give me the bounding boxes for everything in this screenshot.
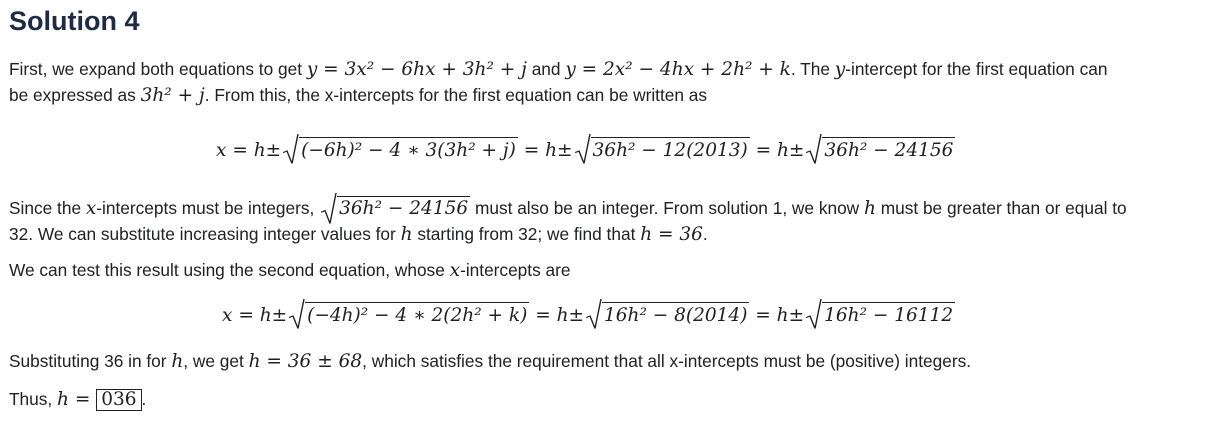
sqrt-inline [321,196,470,221]
radical-sign [289,299,305,330]
radicand: (−6h)² − 4 ∗ 3(3h² + j) [299,137,518,161]
paragraph-expand-line1 [9,57,1107,82]
text: -intercepts must be integers, [96,198,320,218]
sqrt-3 [806,302,955,326]
text: Thus, [9,389,58,409]
var-h: h [863,198,876,219]
radical-sign [575,134,591,165]
var-x: x [449,260,461,281]
text: starting from 32; we find that [412,224,641,244]
text: must also be an integer. From solution 1, we know [470,198,864,218]
boxed-answer: 036 [96,389,141,411]
paragraph-test [9,258,571,283]
display-equation-1 [216,137,955,161]
eq-mid: = h± [529,305,584,326]
equation-first-expanded: y = 3x² − 6hx + 3h² + j [306,59,527,80]
radicand: 36h² − 12(2013) [591,137,750,161]
radical-sign [283,134,299,165]
text: . From this, the x-intercepts for the first equation can be written as [204,85,708,105]
paragraph-substitute [9,349,971,374]
radicand: (−4h)² − 4 ∗ 2(2h² + k) [305,302,529,326]
display-equation-2 [222,302,955,326]
solution-heading: Solution 4 [9,6,140,36]
paragraph-expand-line2 [9,83,707,108]
radical-sign [806,134,822,165]
text: We can test this result using the second equation, whose [9,260,450,280]
eq-mid: = h± [517,140,573,161]
radical-sign [586,299,602,330]
h-equals-36: h = 36 [640,224,703,245]
var-h: h [171,351,184,372]
eq-lead: x = h± [216,140,282,161]
text: -intercepts are [460,260,571,280]
text: First, we expand both equations to get [9,59,307,79]
text: , which satisfies the requirement that all x-intercepts must be (positive) integers. [362,351,972,371]
h-values: h = 36 ± 68 [248,351,363,372]
sqrt-2 [575,137,750,161]
h-equals: h = [57,389,97,410]
radicand: 36h² − 24156 [339,198,469,219]
sqrt-2 [586,302,749,326]
eq-mid: = h± [749,305,805,326]
text: -intercept for the first equation can [845,59,1108,79]
radicand: 16h² − 8(2014) [602,302,749,326]
radical-sign [321,193,337,225]
var-h: h [400,224,413,245]
var-x: x [85,198,97,219]
text: must be greater than or equal to [875,198,1127,218]
text: be expressed as [9,85,141,105]
radicand: 36h² − 24156 [822,137,955,161]
radical-sign [806,299,822,330]
equation-second-expanded: y = 2x² − 4hx + 2h² + k [565,59,791,80]
sqrt-1 [283,137,518,161]
sqrt-3 [806,137,955,161]
text: and [526,59,566,79]
radicand: 16h² − 16112 [822,302,955,326]
text: . [141,389,147,409]
text: Since the [9,198,86,218]
text: Substituting 36 in for [9,351,172,371]
text: . The [790,59,835,79]
text: . [702,224,708,244]
paragraph-integers-line1 [9,196,1127,221]
text: , we get [183,351,249,371]
eq-lead: x = h± [222,305,288,326]
y-intercept-expression: 3h² + j [140,85,205,106]
eq-mid: = h± [749,140,805,161]
paragraph-integers-line2 [9,222,708,247]
sqrt-1 [289,302,529,326]
paragraph-answer [9,387,146,412]
text: 32. We can substitute increasing integer values for [9,224,401,244]
var-y: y [834,59,846,80]
